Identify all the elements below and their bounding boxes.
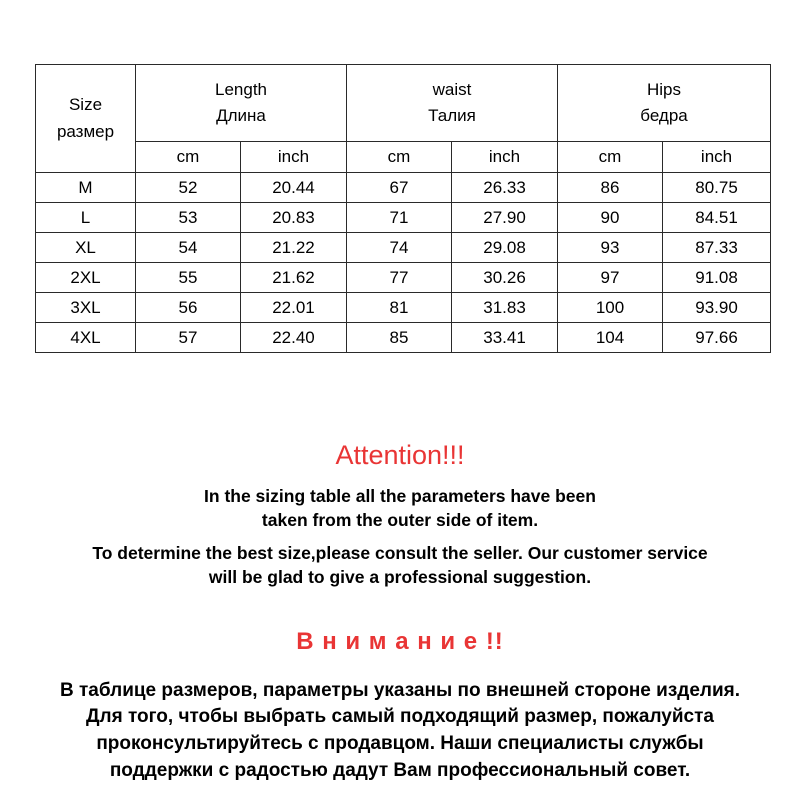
value-cell: 87.33 (663, 233, 771, 263)
value-cell: 100 (558, 293, 663, 323)
attention-block (0, 440, 800, 785)
size-cell: L (36, 203, 136, 233)
size-table (35, 64, 771, 353)
value-cell: 29.08 (452, 233, 558, 263)
value-cell: 97 (558, 263, 663, 293)
value-cell: 22.40 (241, 323, 347, 353)
value-cell: 52 (136, 173, 241, 203)
value-cell: 33.41 (452, 323, 558, 353)
value-cell: 74 (347, 233, 452, 263)
value-cell: 56 (136, 293, 241, 323)
unit-hips-cm: cm (558, 142, 663, 173)
header-size-en: Size (68, 95, 103, 115)
header-size (36, 65, 136, 173)
attention-title-ru: В н и м а н и е !! (296, 627, 504, 655)
header-hips-ru: бедра (640, 106, 688, 125)
value-cell: 80.75 (663, 173, 771, 203)
value-cell: 90 (558, 203, 663, 233)
attention-ru-line-4: поддержки с радостью дадут Вам профессиональный совет. (109, 760, 691, 782)
value-cell: 20.83 (241, 203, 347, 233)
header-length-ru: Длина (216, 106, 266, 125)
attention-en-line-3: To determine the best size,please consult the seller. Our customer service (92, 543, 708, 564)
value-cell: 27.90 (452, 203, 558, 233)
value-cell: 31.83 (452, 293, 558, 323)
attention-ru-line-3: проконсультируйтесь с продавцом. Наши специалисты службы (96, 733, 704, 755)
value-cell: 91.08 (663, 263, 771, 293)
unit-length-inch: inch (241, 142, 347, 173)
value-cell: 104 (558, 323, 663, 353)
value-cell: 55 (136, 263, 241, 293)
size-cell: 4XL (36, 323, 136, 353)
table-row (36, 173, 771, 203)
value-cell: 67 (347, 173, 452, 203)
value-cell: 97.66 (663, 323, 771, 353)
size-cell: 3XL (36, 293, 136, 323)
attention-en-line-2: taken from the outer side of item. (261, 509, 539, 530)
unit-waist-cm: cm (347, 142, 452, 173)
value-cell: 54 (136, 233, 241, 263)
value-cell: 93 (558, 233, 663, 263)
table-row (36, 203, 771, 233)
size-cell: M (36, 173, 136, 203)
attention-ru-line-1: В таблице размеров, параметры указаны по внешней стороне изделия. (59, 679, 741, 701)
attention-en-line-1: In the sizing table all the parameters have been (204, 486, 596, 506)
header-hips (558, 65, 771, 142)
value-cell: 93.90 (663, 293, 771, 323)
header-length (136, 65, 347, 142)
table-row (36, 233, 771, 263)
value-cell: 77 (347, 263, 452, 293)
value-cell: 21.62 (241, 263, 347, 293)
table-row (36, 293, 771, 323)
value-cell: 20.44 (241, 173, 347, 203)
header-hips-en: Hips (647, 79, 682, 99)
value-cell: 21.22 (241, 233, 347, 263)
unit-hips-inch: inch (663, 142, 771, 173)
unit-waist-inch: inch (452, 142, 558, 173)
size-cell: 2XL (36, 263, 136, 293)
value-cell: 86 (558, 173, 663, 203)
size-table-head (36, 65, 771, 173)
value-cell: 30.26 (452, 263, 558, 293)
value-cell: 57 (136, 323, 241, 353)
attention-ru-line-2: Для того, чтобы выбрать самый подходящий размер, пожалуйста (85, 706, 714, 728)
size-cell: XL (36, 233, 136, 263)
value-cell: 53 (136, 203, 241, 233)
table-row (36, 323, 771, 353)
header-waist-ru: Талия (428, 106, 476, 125)
header-length-en: Length (215, 79, 267, 99)
unit-header-row (36, 142, 771, 173)
value-cell: 81 (347, 293, 452, 323)
value-cell: 84.51 (663, 203, 771, 233)
header-size-ru: размер (56, 121, 115, 141)
value-cell: 85 (347, 323, 452, 353)
header-waist (347, 65, 558, 142)
value-cell: 71 (347, 203, 452, 233)
attention-en-line-4: will be glad to give a professional suggestion. (208, 566, 592, 587)
header-waist-en: waist (432, 79, 472, 99)
value-cell: 26.33 (452, 173, 558, 203)
unit-length-cm: cm (136, 142, 241, 173)
value-cell: 22.01 (241, 293, 347, 323)
attention-title-en: Attention!!! (335, 440, 465, 470)
table-row (36, 263, 771, 293)
size-table-body (36, 173, 771, 353)
